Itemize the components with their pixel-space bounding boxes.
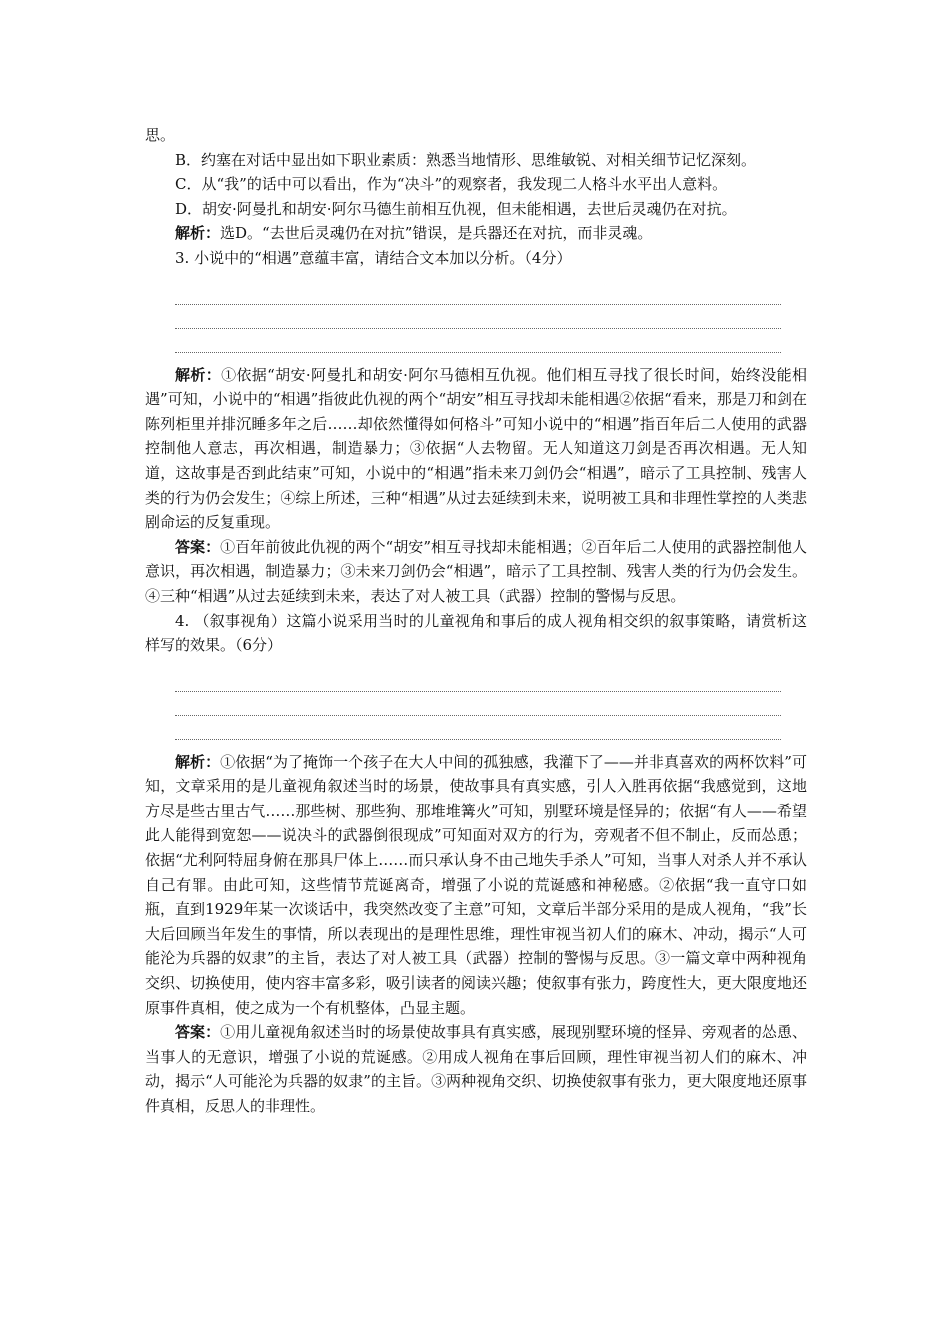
q4-question: 4. （叙事视角）这篇小说采用当时的儿童视角和事后的成人视角相交织的叙事策略，请赏析这样写的效果。（6分）: [145, 611, 807, 655]
q3-answer-lines[interactable]: [175, 281, 781, 353]
q4-answer-lines[interactable]: [175, 668, 781, 740]
q3-answer: [145, 535, 807, 609]
q4-answer-text: ①用儿童视角叙述当时的场景使故事具有真实感，展现别墅环境的怪异、旁观者的怂恿、当事人的无意识，增强了小说的荒诞感。②用成人视角在事后回顾，理性审视当初人们的麻木、冲动，揭示“人可能沦为兵器的奴隶”的主旨。③两种视角交织、切换使叙事有张力，更大限度地还原事件真相，反思人的非理性。: [145, 1023, 807, 1115]
q4-answer-label: 答案：: [175, 1023, 221, 1042]
q3-answer-line-2: [175, 305, 781, 329]
document-content: [145, 123, 807, 1119]
q4-jiexi-text: ①依据“为了掩饰一个孩子在大人中间的孤独感，我灌下了——并非真喜欢的两杯饮料”可知，文章采用的是儿童视角叙述当时的场景，使故事具有真实感，引人入胜再依据“我感觉到，这地方尽是些古里古气……那些树、那些狗、那堆堆篝火”可知，别墅环境是怪异的；依据“有人——希望此人能得到宽恕——说决斗的武器倒很现成”可知面对双方的行为，旁观者不但不制止，反而怂恿；依据“尤利阿特屈身俯在那具尸体上……而只承认身不由己地失手杀人”可知，当事人对杀人并不承认自己有罪。由此可知，这些情节荒诞离奇，增强了小说的荒诞感和神秘感。②依据“我一直守口如瓶，直到1929年某一次谈话中，我突然改变了主意”可知，文章后半部分采用的是成人视角，“我”长大后回顾当年发生的事情，所以表现出的是理性思维，理性审视当初人们的麻木、冲动，揭示“人可能沦为兵器的奴隶”的主旨，表达了对人被工具（武器）控制的警惕与反思。③一篇文章中两种视角交织、切换使用，使内容丰富多彩，吸引读者的阅读兴趣；使叙事有张力，跨度性大，更大限度地还原事件真相，使之成为一个有机整体，凸显主题。: [145, 752, 807, 1017]
q3-question: 3. 小说中的“相遇”意蕴丰富，请结合文本加以分析。（4分）: [175, 248, 572, 267]
q3-jiexi-label: 解析：: [175, 365, 222, 384]
q4-jiexi-label: 解析：: [175, 752, 221, 771]
q3-answer-text: ①百年前彼此仇视的两个“胡安”相互寻找却未能相遇；②百年后二人使用的武器控制他人意识，再次相遇，制造暴力；③未来刀剑仍会“相遇”，暗示了工具控制、残害人类的行为仍会发生。④三种“相遇”从过去延续到未来，表达了对人被工具（武器）控制的警惕与反思。: [145, 537, 807, 605]
q4-jiexi: [145, 750, 807, 1021]
q2-option-d: D．胡安·阿曼扎和胡安·阿尔马德生前相互仇视，但未能相遇，去世后灵魂仍在对抗。: [175, 199, 737, 218]
q3-answer-line-1: [175, 281, 781, 305]
q2-jiexi: [145, 221, 807, 246]
q2-option-c: C．从“我”的话中可以看出，作为“决斗”的观察者，我发现二人格斗水平出人意料。: [175, 175, 728, 194]
q2-jiexi-label: 解析：: [175, 224, 221, 243]
q3-answer-line-3: [175, 329, 781, 353]
q3-answer-label: 答案：: [175, 537, 221, 556]
q4-answer: [145, 1020, 807, 1118]
q3-jiexi: [145, 363, 807, 535]
q4-answer-line-3: [175, 716, 781, 740]
q3-jiexi-text: ①依据“胡安·阿曼扎和胡安·阿尔马德相互仇视。他们相互寻找了很长时间，始终没能相遇”可知，小说中的“相遇”指彼此仇视的两个“胡安”相互寻找却未能相遇②依据“看来，那是刀和剑在陈列柜里并排沉睡多年之后……却依然懂得如何格斗”可知小说中的“相遇”指百年后二人使用的武器控制他人意志，再次相遇，制造暴力；③依据“人去物留。无人知道这刀剑是否再次相遇。无人知道，这故事是否到此结束”可知，小说中的“相遇”指未来刀剑仍会“相遇”，暗示了工具控制、残害人类的行为仍会发生；④综上所述，三种“相遇”从过去延续到未来，说明被工具和非理性掌控的人类悲剧命运的反复重现。: [145, 365, 807, 532]
q2-lead: 思。: [145, 126, 176, 144]
q2-option-b: B．约塞在对话中显出如下职业素质：熟悉当地情形、思维敏锐、对相关细节记忆深刻。: [175, 150, 757, 169]
q2-jiexi-text: 选D。“去世后灵魂仍在对抗”错误，是兵器还在对抗，而非灵魂。: [220, 224, 653, 243]
q4-answer-line-1: [175, 668, 781, 692]
q4-answer-line-2: [175, 692, 781, 716]
